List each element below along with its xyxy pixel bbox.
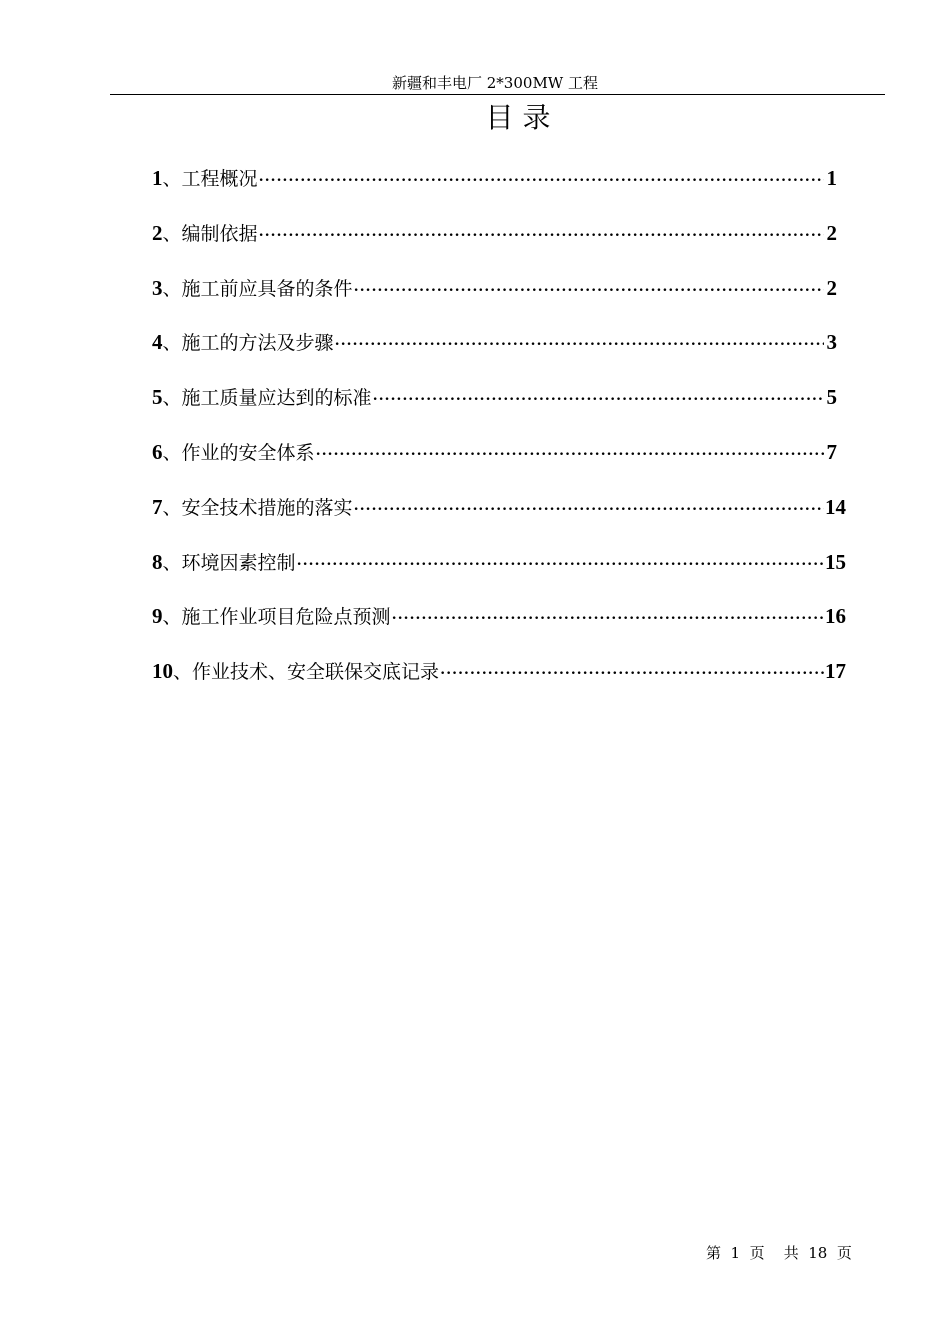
- toc-entry-text: 环境因素控制: [181, 551, 296, 574]
- toc-entry-number: 3: [152, 275, 163, 300]
- toc-entry-text: 作业技术、安全联保交底记录: [192, 661, 440, 684]
- toc-entry-separator: 、: [173, 661, 193, 684]
- toc-entry-number: 9: [152, 604, 163, 629]
- toc-entry-number: 10: [152, 659, 173, 684]
- toc-leader-dots: [335, 327, 824, 363]
- toc-entry[interactable]: [152, 434, 837, 489]
- toc-entry-text: 安全技术措施的落实: [181, 496, 353, 519]
- toc-entry-page: 16: [825, 604, 846, 629]
- toc-entry-number: 1: [152, 166, 163, 190]
- toc-entry-number: 8: [152, 549, 163, 574]
- toc-entry-number: 2: [152, 220, 163, 245]
- toc-entry-separator: 、: [162, 441, 182, 464]
- toc-entry[interactable]: [152, 324, 837, 379]
- toc-entry-separator: 、: [162, 168, 182, 190]
- toc-entry[interactable]: [152, 598, 846, 653]
- toc-entry-separator: 、: [162, 606, 182, 629]
- toc-entry-page: 14: [825, 494, 846, 519]
- toc-entry-separator: 、: [162, 332, 182, 355]
- toc-entry-separator: 、: [162, 551, 182, 574]
- toc-entry[interactable]: [152, 379, 837, 434]
- header-divider: [110, 94, 885, 95]
- toc-entry-page: 1: [826, 166, 837, 190]
- toc-entry-number: 6: [152, 439, 163, 464]
- toc-list: [152, 160, 846, 708]
- toc-entry[interactable]: [152, 160, 837, 215]
- toc-title: 目 录: [485, 101, 551, 134]
- toc-entry[interactable]: [152, 215, 837, 270]
- running-header: 新疆和丰电厂 2*300MW 工程: [392, 74, 598, 92]
- toc-entry-separator: 、: [162, 222, 182, 245]
- toc-leader-dots: [354, 273, 824, 309]
- toc-entry[interactable]: [152, 489, 846, 544]
- toc-entry-page: 2: [826, 275, 837, 300]
- toc-entry-page: 3: [826, 330, 837, 355]
- toc-leader-dots: [392, 601, 824, 637]
- toc-entry[interactable]: [152, 544, 846, 599]
- toc-entry-text: 施工作业项目危险点预测: [181, 606, 391, 629]
- page-footer: 第 1 页 共 18 页: [706, 1244, 852, 1262]
- toc-entry-page: 15: [825, 549, 846, 574]
- toc-leader-dots: [440, 656, 824, 692]
- toc-entry-text: 施工的方法及步骤: [181, 332, 334, 355]
- toc-entry-separator: 、: [162, 496, 182, 519]
- toc-leader-dots: [373, 382, 824, 418]
- toc-leader-dots: [297, 547, 824, 583]
- toc-entry-page: 17: [825, 659, 846, 684]
- toc-leader-dots: [354, 492, 824, 528]
- toc-entry-page: 7: [826, 439, 837, 464]
- toc-entry[interactable]: [152, 653, 846, 708]
- toc-entry-separator: 、: [162, 277, 182, 300]
- toc-entry-separator: 、: [162, 387, 182, 410]
- toc-leader-dots: [259, 163, 824, 199]
- toc-entry-page: 5: [826, 385, 837, 410]
- toc-entry-text: 工程概况: [181, 168, 258, 190]
- toc-entry-number: 7: [152, 494, 163, 519]
- toc-entry-number: 4: [152, 330, 163, 355]
- toc-entry-number: 5: [152, 385, 163, 410]
- toc-leader-dots: [316, 437, 824, 473]
- toc-entry-text: 施工质量应达到的标准: [181, 387, 372, 410]
- toc-entry-text: 编制依据: [181, 222, 258, 245]
- toc-entry-page: 2: [826, 220, 837, 245]
- toc-entry[interactable]: [152, 270, 837, 325]
- toc-leader-dots: [259, 218, 824, 254]
- toc-entry-text: 施工前应具备的条件: [181, 277, 353, 300]
- toc-entry-text: 作业的安全体系: [181, 441, 315, 464]
